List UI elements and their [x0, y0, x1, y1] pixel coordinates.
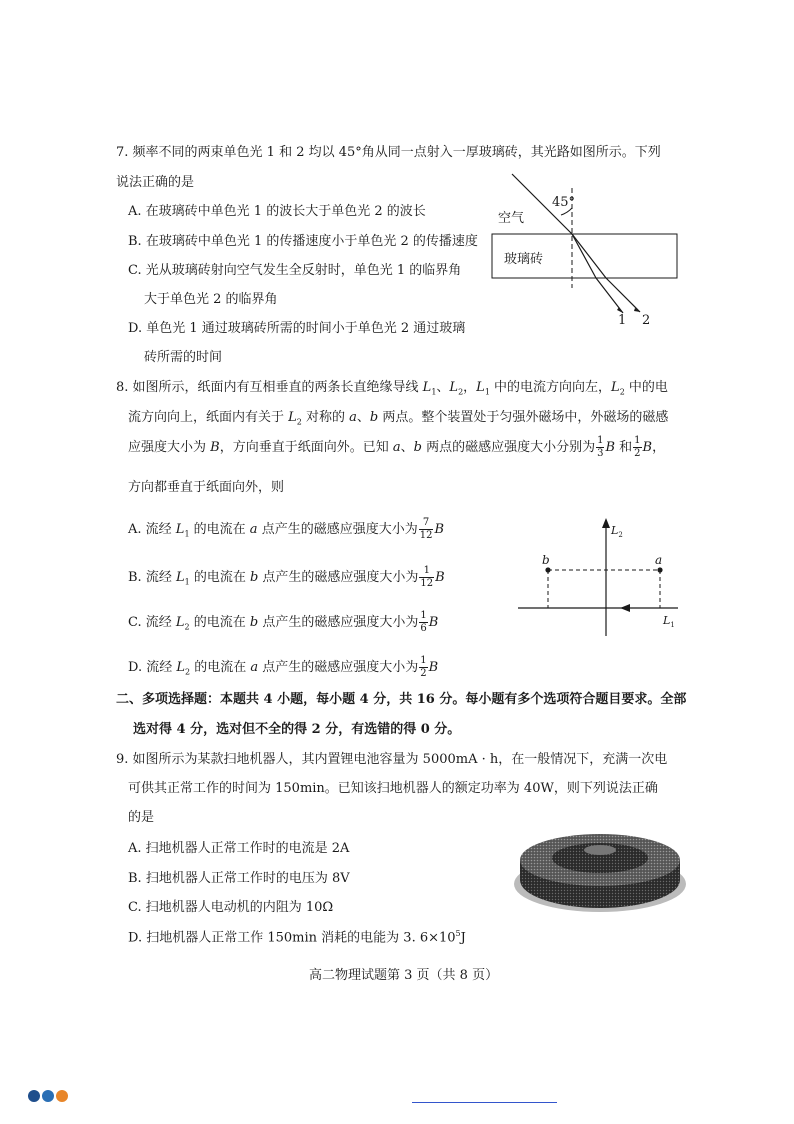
q8-option-b: B. 流经 $L_1$ 的电流在 b 点产生的磁感应强度大小为 $\frac{1}{12}$ B [128, 565, 445, 589]
q9-stem-line2: 可供其正常工作的时间为 150min。已知该扫地机器人的额定功率为 40W，则下列说法正确 [128, 781, 658, 796]
point-a-label: a [655, 553, 663, 567]
q7-light-path-figure [490, 168, 690, 328]
q8-stem-line2: 流方向向上，纸面内有关于 $L_2$ 对称的 a、b 两点。整个装置处于匀强外磁场中，外磁场的磁感 [128, 410, 669, 427]
fraction-b: $\frac{1}{12}$ [420, 565, 434, 589]
fraction-c: $\frac{1}{6}$ [420, 610, 427, 634]
q9-option-a: A. 扫地机器人正常工作时的电流是 2A [128, 841, 350, 856]
l1-label: $L_1$ [663, 614, 675, 629]
q9-option-d: D. 扫地机器人正常工作 150min 消耗的电能为 3. $6\times 10^5J$ [128, 929, 466, 946]
point-a [657, 567, 662, 572]
q7-option-c-line1: C. 光从玻璃砖射向空气发生全反射时，单色光 1 的临界角 [128, 263, 462, 278]
q9-stem-line3: 的是 [128, 810, 155, 825]
q8-stem-line4: 方向都垂直于纸面向外，则 [128, 480, 285, 495]
fraction-one-third: $\frac{1}{3}$ [597, 435, 604, 459]
q9-option-c: C. 扫地机器人电动机的内阻为 10Ω [128, 900, 334, 915]
q7-option-c-line2: 大于单色光 2 的临界角 [144, 292, 278, 307]
fraction-d: $\frac{1}{2}$ [420, 655, 427, 679]
q8-option-c: C. 流经 $L_2$ 的电流在 b 点产生的磁感应强度大小为 $\frac{1}{6}$ B [128, 610, 439, 634]
q9-option-b: B. 扫地机器人正常工作时的电压为 8V [128, 871, 350, 886]
l2-up-arrow-icon [602, 518, 610, 528]
robot-vacuum-image [512, 820, 688, 920]
l1-left-arrow-icon [620, 604, 630, 612]
brand-dot-icon-3 [56, 1090, 68, 1102]
q8-stem-line3: 应强度大小为 B，方向垂直于纸面向外。已知 a、b 两点的磁感应强度大小分别为 $\frac{1}{3}$ B 和 $\frac{1}{2}$ B， [128, 435, 666, 459]
refracted-ray-1 [572, 234, 596, 278]
exit-ray-2 [606, 278, 640, 312]
q7-option-a: A. 在玻璃砖中单色光 1 的波长大于单色光 2 的波长 [128, 204, 426, 219]
q7-option-d-line1: D. 单色光 1 通过玻璃砖所需的时间小于单色光 2 通过玻璃 [128, 321, 466, 336]
fraction-one-half: $\frac{1}{2}$ [634, 435, 641, 459]
refracted-ray-2 [572, 234, 606, 278]
q9-stem-line1: 9. 如图所示为某款扫地机器人，其内置锂电池容量为 5000mA · h，在一般情况下，充满一次电 [116, 752, 668, 767]
brand-dot-icon-1 [28, 1090, 40, 1102]
q7-stem-line1: 7. 频率不同的两束单色光 1 和 2 均以 45°角从同一点射入一厚玻璃砖，其光路如图所示。下列 [116, 145, 661, 160]
point-b [545, 567, 550, 572]
ray-2-label: 2 [642, 313, 651, 328]
l2-label: $L_2$ [611, 524, 623, 539]
vacuum-button [584, 845, 616, 855]
footer-link-underline[interactable] [412, 1102, 557, 1103]
q8-wires-figure [512, 512, 692, 642]
q8-stem-line1: 8. 如图所示，纸面内有互相垂直的两条长直绝缘导线 $L_1$、$L_2$，$L_1$ 中的电流方向向左，$L_2$ 中的电 [116, 380, 668, 397]
brand-dot-icon-2 [42, 1090, 54, 1102]
q7-option-b: B. 在玻璃砖中单色光 1 的传播速度小于单色光 2 的传播速度 [128, 234, 478, 249]
q8-option-d: D. 流经 $L_2$ 的电流在 a 点产生的磁感应强度大小为 $\frac{1}{2}$ B [128, 655, 439, 679]
ray-1-label: 1 [618, 313, 627, 328]
point-b-label: b [542, 553, 550, 567]
q8-option-a: A. 流经 $L_1$ 的电流在 a 点产生的磁感应强度大小为 $\frac{7}{12}$ B [128, 517, 444, 541]
angle-label: 45° [552, 195, 576, 210]
fraction-a: $\frac{7}{12}$ [419, 517, 433, 541]
section2-header-line1: 二、多项选择题：本题共 4 小题，每小题 4 分，共 16 分。每小题有多个选项符合题目要求。全部 [116, 692, 687, 707]
q7-stem-line2: 说法正确的是 [116, 175, 195, 190]
air-label: 空气 [498, 211, 525, 226]
section2-header-line2: 选对得 4 分，选对但不全的得 2 分，有选错的得 0 分。 [133, 722, 461, 737]
page-footer: 高二物理试题第 3 页（共 8 页） [309, 968, 499, 983]
glass-label: 玻璃砖 [504, 252, 544, 267]
q7-option-d-line2: 砖所需的时间 [144, 350, 223, 365]
